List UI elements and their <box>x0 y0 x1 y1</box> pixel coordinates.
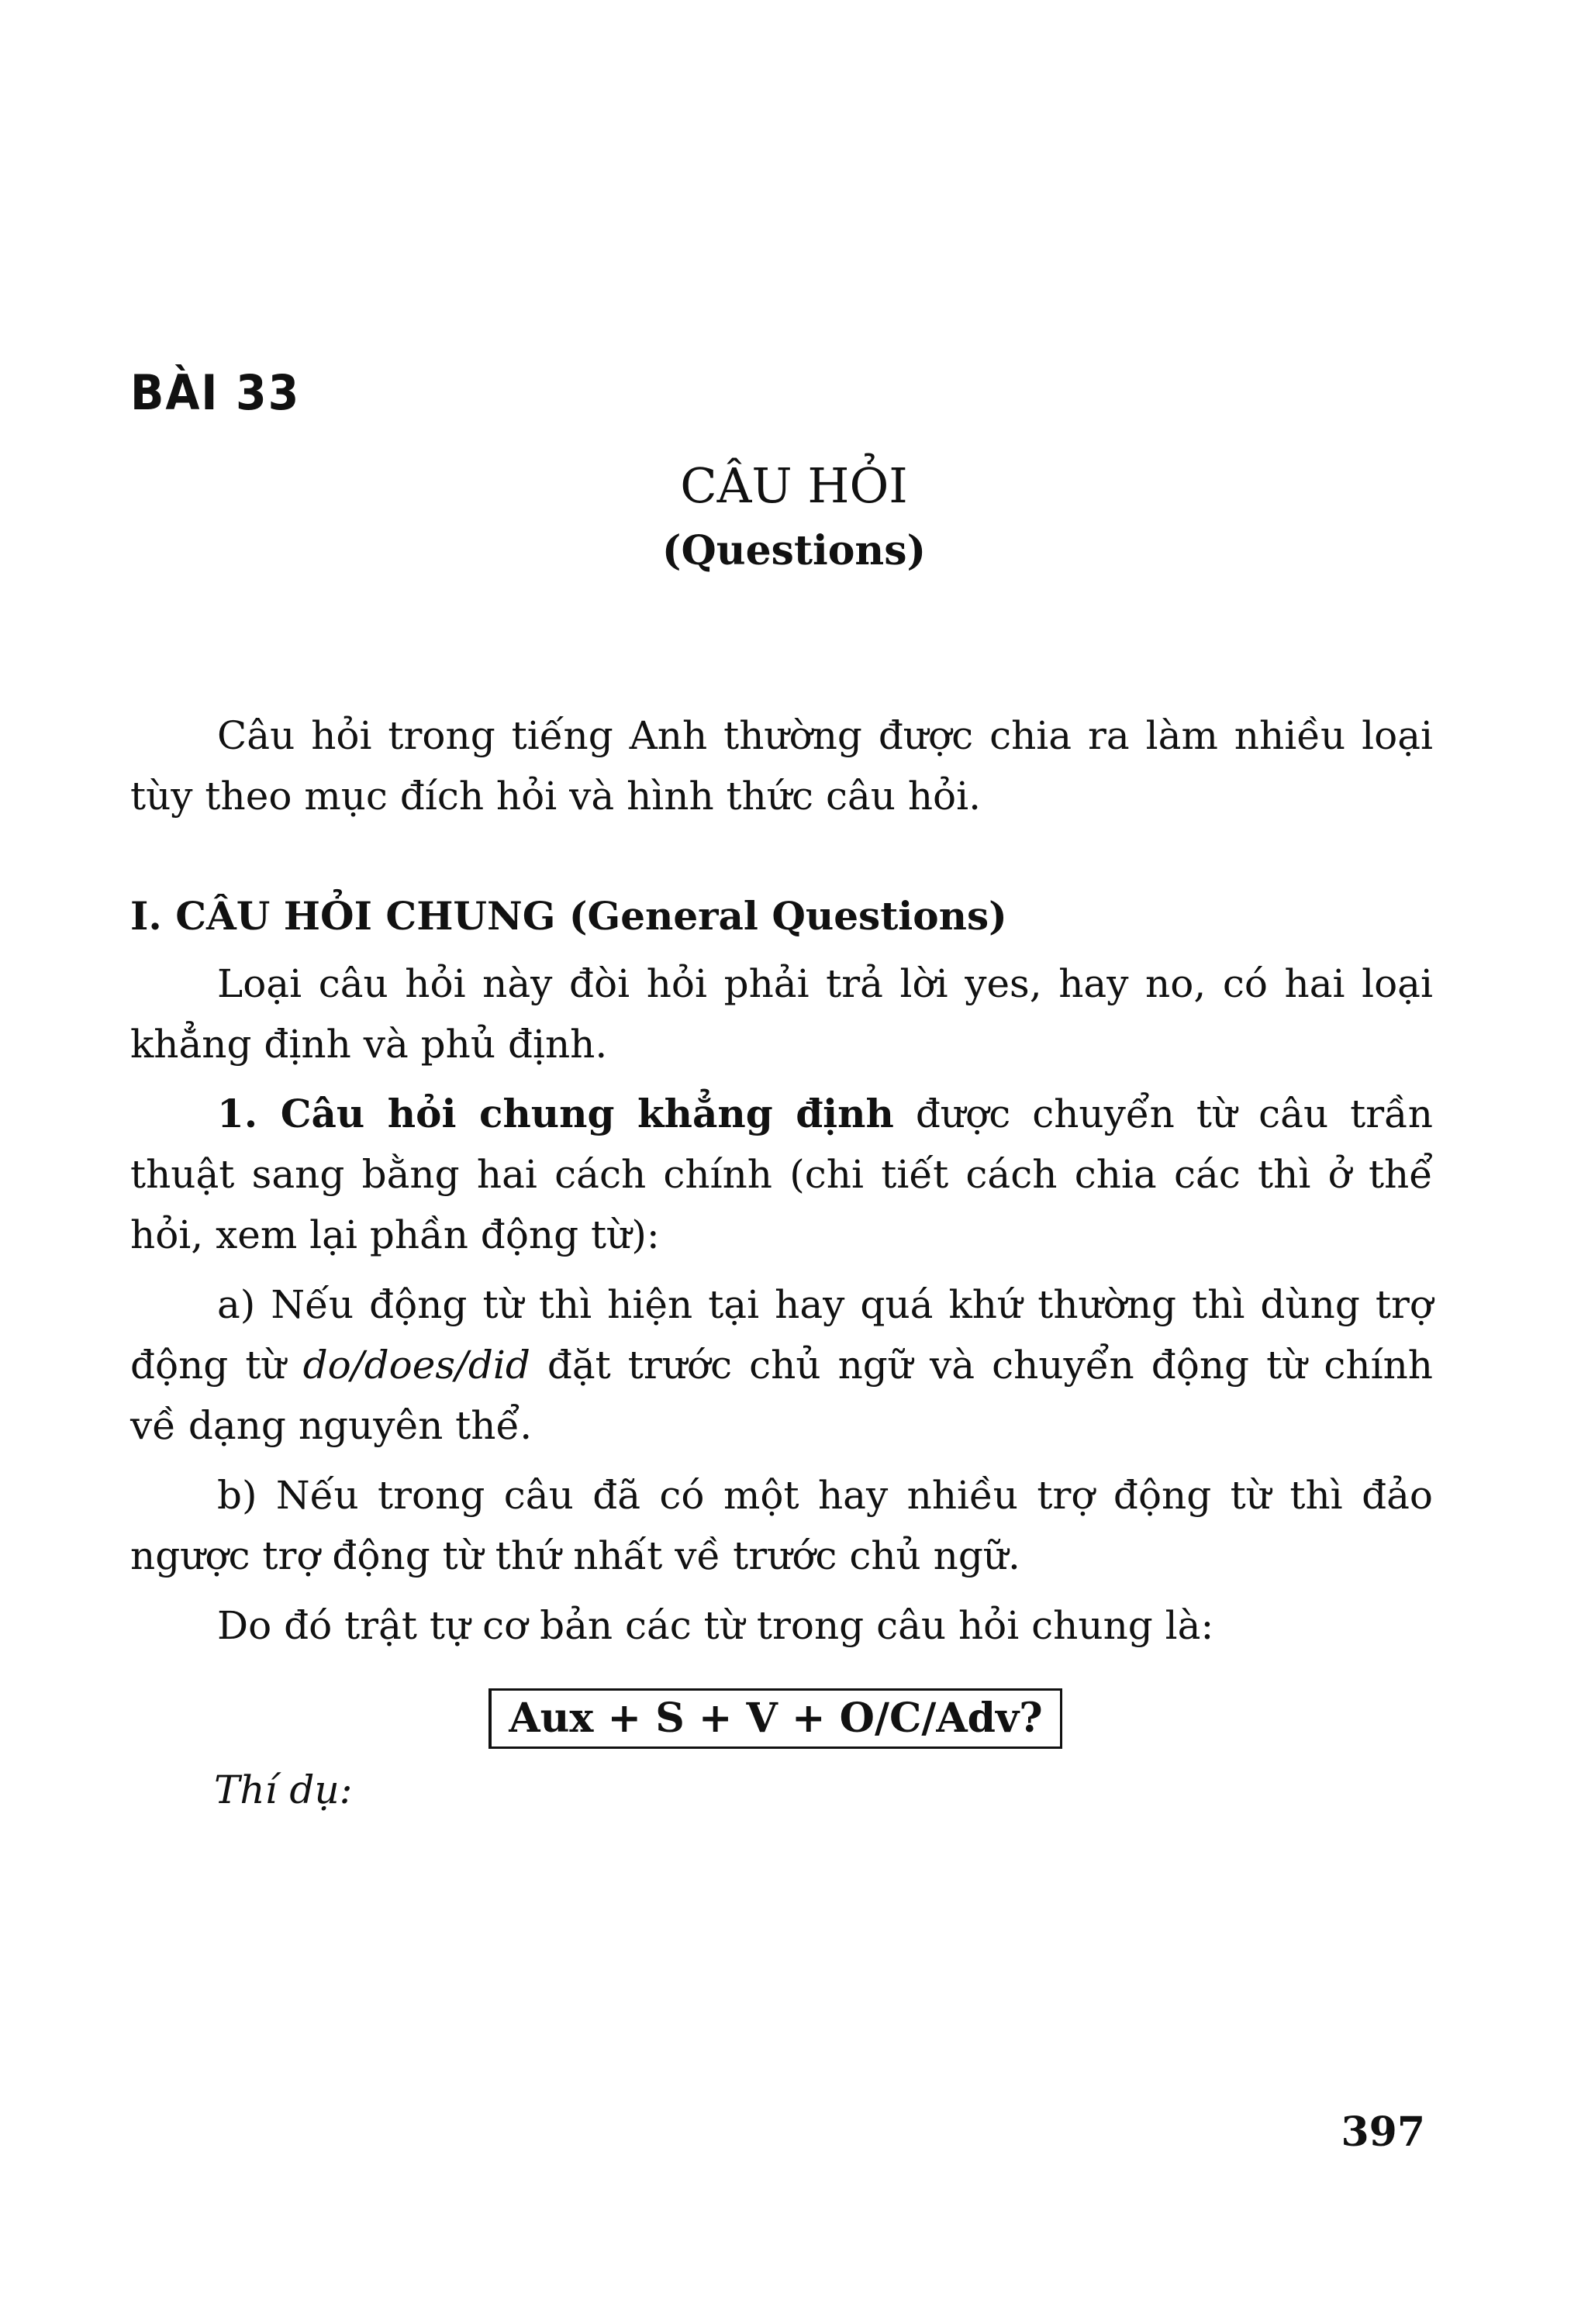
item-1-text: được chuyển từ câu trần thuật sang bằng hai cách chính (chi tiết cách chia các thì ở thể hỏi, xem lại phần động từ): <box>130 1091 1433 1257</box>
lesson-label: BÀI 33 <box>130 364 301 421</box>
page-number: 397 <box>1341 2108 1425 2156</box>
word-order-paragraph: Do đó trật tự cơ bản các từ trong câu hỏi chung là: <box>217 1603 1214 1648</box>
intro-paragraph: Câu hỏi trong tiếng Anh thường được chia ra làm nhiều loại tùy theo mục đích hỏi và hình thức câu hỏi. <box>130 713 1433 819</box>
example-label: Thí dụ: <box>214 1767 353 1812</box>
formula-box: Aux + S + V + O/C/Adv? <box>488 1688 1062 1749</box>
item-1-heading: 1. Câu hỏi chung khẳng định <box>217 1091 894 1136</box>
item-1-paragraph <box>130 1084 1433 1265</box>
section-heading: I. CÂU HỎI CHUNG (General Questions) <box>130 893 1007 939</box>
item-b-paragraph: b) Nếu trong câu đã có một hay nhiều trợ động từ thì đảo ngược trợ động từ thứ nhất về trước chủ ngữ. <box>130 1473 1433 1578</box>
item-a-text-start: a) Nếu động từ thì hiện tại hay quá khứ thường thì dùng trợ động từ <box>130 1282 1433 1388</box>
item-a-italic: do/does/did <box>302 1343 530 1388</box>
chapter-subtitle: (Questions) <box>661 527 927 574</box>
item-a-paragraph <box>130 1274 1433 1456</box>
section-intro-paragraph: Loại câu hỏi này đòi hỏi phải trả lời yes, hay no, có hai loại khẳng định và phủ định. <box>130 961 1433 1067</box>
chapter-title: CÂU HỎI <box>680 457 908 514</box>
item-a-text-end: đặt trước chủ ngữ và chuyển động từ chính về dạng nguyên thể. <box>130 1343 1433 1448</box>
